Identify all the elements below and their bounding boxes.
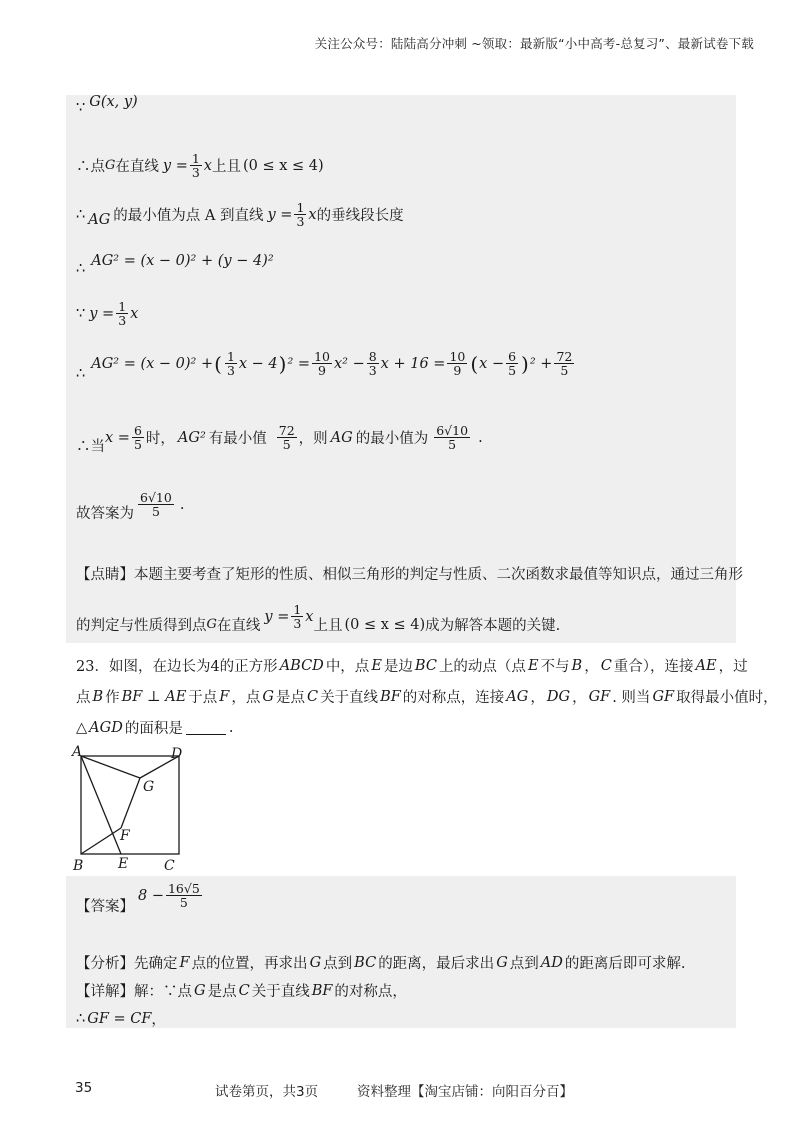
label-b: B xyxy=(73,858,84,874)
page-number: 35 xyxy=(75,1080,93,1096)
footer-page-info: 试卷第页，共3页 xyxy=(215,1084,319,1100)
label-f: F xyxy=(120,828,130,844)
solution-line-1: ∵ G(x, y) xyxy=(76,94,138,116)
footer-source: 资料整理【淘宝店铺：向阳百分百】 xyxy=(357,1084,573,1100)
label-g: G xyxy=(143,779,155,795)
key-point-line-1: 【点睛】本题主要考查了矩形的性质、相似三角形的判定与性质、二次函数求最值等知识点，通过三角形 xyxy=(76,567,743,583)
segment-gf xyxy=(121,778,140,828)
page-header: 关注公众号：陆陆高分冲刺 ~领取：最新版“小中高考-总复习”、最新试卷下载 xyxy=(314,36,754,51)
fraction-one-third: $\frac{1}{3}$ xyxy=(296,200,305,230)
answer-line: 【答案】 8 − $\frac{16√5}{5}$ xyxy=(76,881,200,916)
question-23-line-3: △ AGD 的面积是 . xyxy=(76,719,234,737)
solution-line-6: ∴ AG² = (x − 0)² + ( $\frac{1}{3}$ x − 4 ) ² = $\frac{10}{9}$ x² − $\frac{8}{3}$ x + 16 = $\frac{10}{9}$ ( x − $\frac{6}{5}$ ) ² + $\frac{72}{5}$ xyxy=(76,349,573,382)
label-c: C xyxy=(164,858,175,874)
square-figure xyxy=(70,744,190,874)
solution-line-7: ∴当 x = $\frac{6}{5}$ 时， AG² 有最小值 $\frac{72}{5}$ ，则 AG 的最小值为 $\frac{6√10}{5}$ . xyxy=(76,423,483,456)
segment-ag xyxy=(81,756,140,778)
solution-line-5: ∵ y = $\frac{1}{3}$ x xyxy=(76,299,139,329)
fraction-one-third: $\frac{1}{3}$ xyxy=(191,151,200,181)
question-23-line-1: 23．如图，在边长为4的正方形 ABCD 中，点 E 是边 BC 上的动点（点 E 不与 B ， C 重合），连接 AE ，过 xyxy=(76,657,748,675)
answer-fraction: $\frac{16√5}{5}$ xyxy=(167,881,200,911)
question-23-line-2: 点 B 作 BF ⊥ AE 于点 F ，点 G 是点 C 关于直线 BF 的对称点，连接 AG ， DG ， GF . 则当 GF 取得最小值时， xyxy=(76,688,778,706)
fraction-one-third: $\frac{1}{3}$ xyxy=(118,299,127,329)
key-point-line-2: 的判定与性质得到点 G 在直线 y = $\frac{1}{3}$ x 上且 (0 ≤ x ≤ 4) 成为解答本题的关键. xyxy=(76,602,561,635)
label-a: A xyxy=(72,744,83,760)
analysis-line: 【分析】先确定 F 点的位置，再求出 G 点到 BC 的距离，最后求出 G 点到 AD 的距离后即可求解. xyxy=(76,954,686,972)
solution-line-4: ∴ AG² = (x − 0)² + (y − 4)² xyxy=(76,253,274,277)
answer-blank xyxy=(186,720,226,735)
segment-ae xyxy=(81,756,121,854)
solution-line-2: ∴点 G 在直线 y = $\frac{1}{3}$ x 上且 (0 ≤ x ≤ 4) xyxy=(76,151,324,181)
solution-line-8: 故答案为 $\frac{6√10}{5}$ . xyxy=(76,490,185,523)
detail-line-2: ∴ GF = CF ， xyxy=(76,1010,166,1028)
solution-line-3: ∴ AG 的最小值为点 A 到直线 y = $\frac{1}{3}$ x 的垂线段长度 xyxy=(76,200,404,230)
label-e: E xyxy=(118,856,129,872)
detail-line-1: 【详解】解：∵点 G 是点 C 关于直线 BF 的对称点， xyxy=(76,982,407,1000)
label-d: D xyxy=(171,746,183,762)
